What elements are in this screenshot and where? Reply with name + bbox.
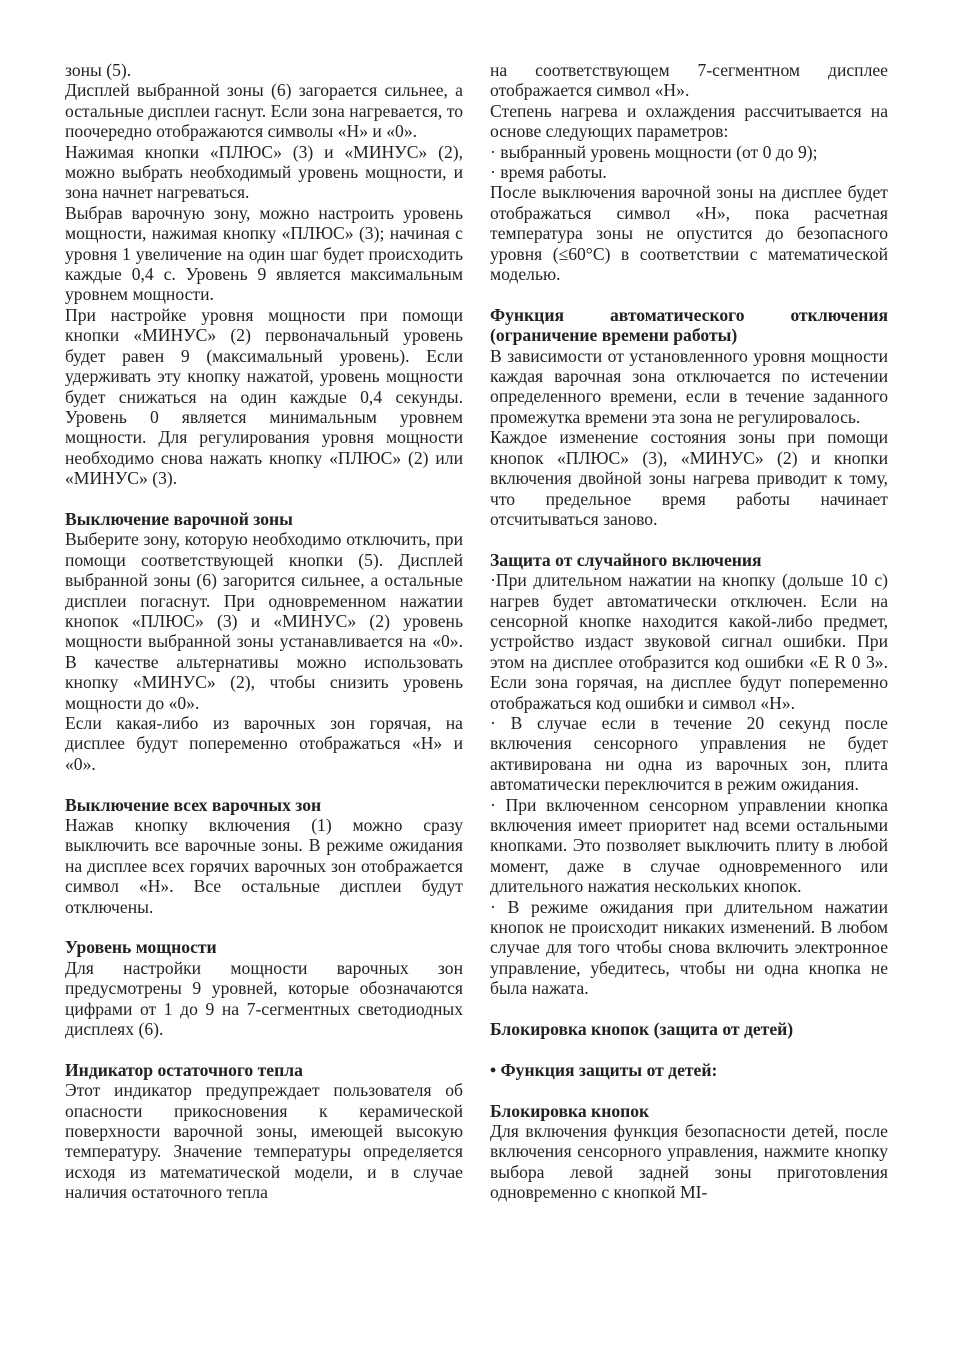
paragraph: Выберите зону, которую необходимо отключить, при помощи соответствующей кнопки (5). Дисплей выбранной зоны (6) загорится сильнее, а остальные дисплеи погаснут. При одновременном нажатии кнопок «ПЛЮС» (3) и «МИНУС» (2) уровень мощности выбранной зоны устанавливается на «0». В качестве альтернативы можно использовать кнопку «МИНУС» (2), чтобы снизить уровень мощности до «0». [65,529,463,713]
paragraph: Дисплей выбранной зоны (6) загорается сильнее, а остальные дисплеи гаснут. Если зона нагревается, то поочередно отображаются символы «H» и «0». [65,80,463,142]
paragraph: · выбранный уровень мощности (от 0 до 9); [490,141,818,162]
left-column [65,60,463,1203]
paragraph: В зависимости от установленного уровня мощности каждая варочная зона отключается по истечении определенного времени, если в течение заданного промежутка времени эта зона не регулировалось. [490,345,888,427]
paragraph: Этот индикатор предупреждает пользователя об опасности прикосновения к керамической поверхности варочной зоны, имеющей высокую температуру. Значение температуры определяется исходя из математической модели, и в случае наличия остаточного тепла [65,1080,463,1203]
section-heading-power-level: Уровень мощности [65,937,217,958]
right-column [490,60,888,1203]
section-heading-key-lock: Блокировка кнопок (защита от детей) [490,1019,794,1040]
section-heading-auto-off: Функция автоматического отключения (ограничение времени работы) [490,304,888,346]
paragraph: Для настройки мощности варочных зон предусмотрены 9 уровней, которые обозначаются цифрами от 1 до 9 на 7-сегментных светодиодных дисплеях (6). [65,957,463,1040]
paragraph: Выбрав варочную зону, можно настроить уровень мощности, нажимая кнопку «ПЛЮС» (3); начиная с уровня 1 увеличение на один шаг будет происходить каждые 0,4 с. Уровень 9 является максимальным уровнем мощности. [65,202,463,305]
paragraph: Степень нагрева и охлаждения рассчитывается на основе следующих параметров: [490,100,888,142]
paragraph: После выключения варочной зоны на дисплее будет отображаться символ «H», пока расчетная температура зоны не опустится до безопасного уровня (≤60°C) в соответствии с математической моделью. [490,182,888,285]
paragraph: Нажав кнопку включения (1) можно сразу выключить все варочные зоны. В режиме ожидания на дисплее всех горячих варочных зон отображается символ «H». Все остальные дисплеи будут отключены. [65,815,463,917]
section-heading-zone-off: Выключение варочной зоны [65,508,293,529]
paragraph: Каждое изменение состояния зоны при помощи кнопок «ПЛЮС» (3), «МИНУС» (2) и кнопки включения двойной зоны нагрева приводит к тому, что предельное время работы начинает отсчитываться заново. [490,427,888,529]
paragraph: Если какая-либо из варочных зон горячая, на дисплее будут попеременно отображаться «H» и «0». [65,712,463,774]
section-heading-key-lock-sub: Блокировка кнопок [490,1100,650,1121]
paragraph: · время работы. [490,162,607,183]
section-heading-child-lock: • Функция защиты от детей: [490,1059,718,1080]
paragraph: на соответствующем 7-сегментном дисплее отображается символ «H». [490,60,888,101]
paragraph: · В режиме ожидания при длительном нажатии кнопок не происходит никаких изменений. В любом случае для того чтобы снова включить электронное управление, убедитесь, чтобы ни одна кнопка не была нажата. [490,896,888,999]
paragraph: Для включения функция безопасности детей, после включения сенсорного управления, нажмите кнопку выбора левой задней зоны приготовления одновременно с кнопкой MI- [490,1121,888,1203]
paragraph: При настройке уровня мощности при помощи кнопки «МИНУС» (2) первоначальный уровень будет равен 9 (максимальный уровень). Если удерживать эту кнопку нажатой, уровень мощности будет снижаться на один каждые 0,4 секунды. Уровень 0 является минимальным уровнем мощности. Для регулирования уровня мощности необходимо снова нажать кнопку «ПЛЮС» (2) или «МИНУС» (3). [65,304,463,489]
paragraph: · При включенном сенсорном управлении кнопка включения имеет приоритет над всеми остальными кнопками. Это позволяет выключить плиту в любой момент, даже в случае одновременного или длительного нажатия нескольких кнопок. [490,794,888,897]
section-heading-all-off: Выключение всех варочных зон [65,794,322,815]
section-heading-residual-heat: Индикатор остаточного тепла [65,1059,303,1080]
paragraph: Нажимая кнопки «ПЛЮС» (3) и «МИНУС» (2), можно выбрать необходимый уровень мощности, и зона начнет нагреваться. [65,141,463,203]
paragraph: зоны (5). [65,60,132,80]
paragraph: ·При длительном нажатии на кнопку (дольше 10 с) нагрев будет автоматически отключен. Если на сенсорной кнопке находится какой-либо предмет, устройство издаст звуковой сигнал ошибки. При этом на дисплее отобразится код ошибки «E R 0 3». Если зона горячая, на дисплее будут попеременно отображаться код ошибки и символ «H». [490,570,888,713]
section-heading-accidental-protection: Защита от случайного включения [490,549,762,570]
paragraph: · В случае если в течение 20 секунд после включения сенсорного управления не будет активирована ни одна из варочных зон, плита автоматически переключится в режим ожидания. [490,712,888,795]
